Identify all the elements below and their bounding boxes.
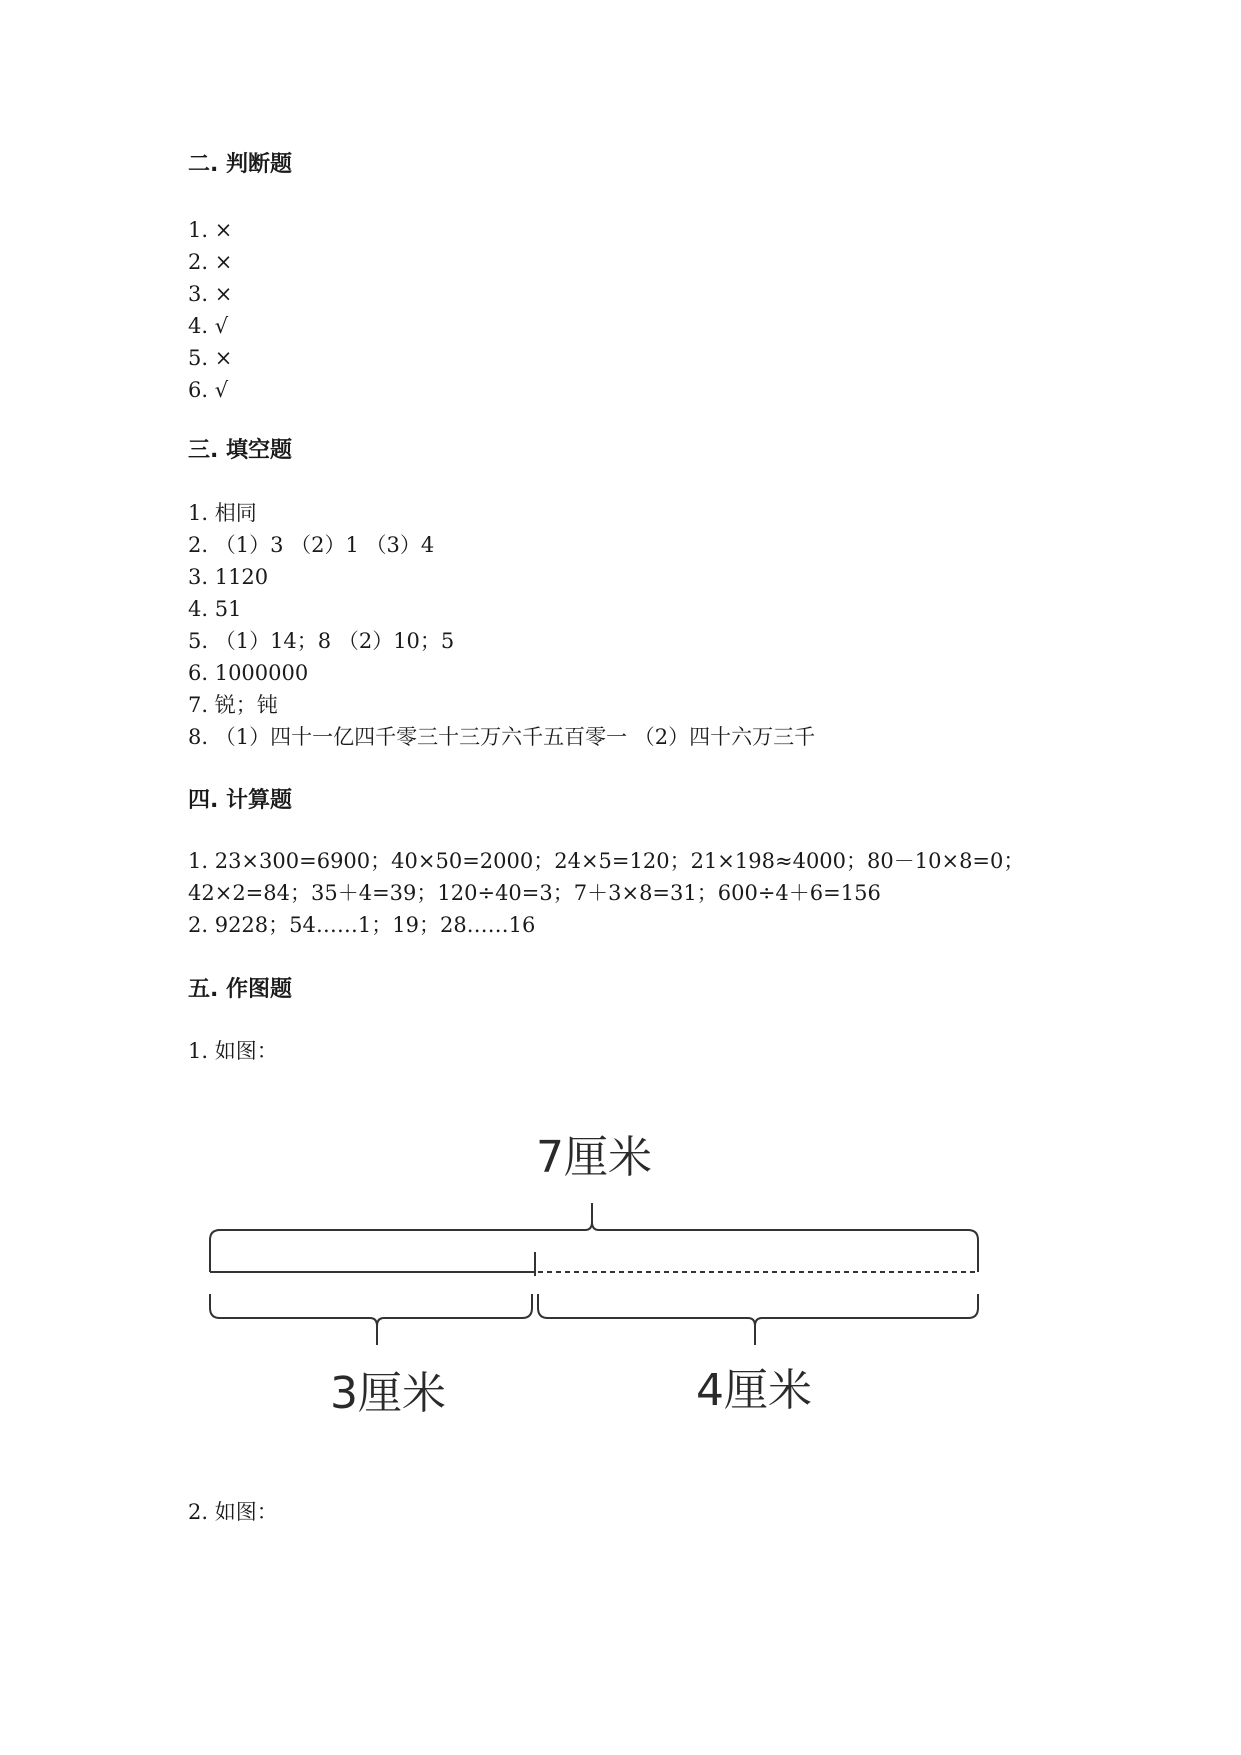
fill-answer-8: 8. （1）四十一亿四千零三十三万六千五百零一 （2）四十六万三千 [188, 725, 816, 749]
fill-answer-3: 3. 1120 [188, 565, 269, 589]
fill-answer-1: 1. 相同 [188, 501, 257, 525]
judge-answer-6: 6. √ [188, 378, 229, 402]
section-heading-fill: 三. 填空题 [188, 438, 293, 463]
draw-answer-1: 1. 如图： [188, 1039, 278, 1063]
judge-answer-1: 1. × [188, 218, 233, 242]
total-length-label: 7厘米 [536, 1132, 652, 1183]
section-heading-draw: 五. 作图题 [188, 977, 293, 1002]
right-part-brace [538, 1294, 978, 1345]
segment-length-diagram [0, 1100, 1241, 1460]
total-length-brace [210, 1203, 978, 1272]
judge-answer-5: 5. × [188, 346, 233, 370]
right-length-label: 4厘米 [696, 1365, 812, 1416]
left-length-label: 3厘米 [330, 1368, 446, 1419]
judge-answer-4: 4. √ [188, 314, 229, 338]
judge-answer-3: 3. × [188, 282, 233, 306]
fill-answer-5: 5. （1）14；8 （2）10；5 [188, 629, 455, 653]
calc-answer-2: 2. 9228；54……1；19；28……16 [188, 913, 536, 937]
fill-answer-2: 2. （1）3 （2）1 （3）4 [188, 533, 435, 557]
fill-answer-6: 6. 1000000 [188, 661, 309, 685]
section-heading-judge: 二. 判断题 [188, 152, 293, 177]
fill-answer-7: 7. 锐；钝 [188, 693, 278, 717]
left-part-brace [210, 1294, 532, 1345]
draw-answer-2: 2. 如图： [188, 1500, 278, 1524]
judge-answer-2: 2. × [188, 250, 233, 274]
section-heading-calc: 四. 计算题 [188, 788, 293, 813]
calc-answer-1: 1. 23×300=6900；40×50=2000；24×5=120；21×198≈4000；80－10×8=0； [188, 849, 1025, 873]
fill-answer-4: 4. 51 [188, 597, 242, 621]
calc-answer-1-cont: 42×2=84；35＋4=39；120÷40=3；7＋3×8=31；600÷4＋6=156 [188, 881, 881, 905]
